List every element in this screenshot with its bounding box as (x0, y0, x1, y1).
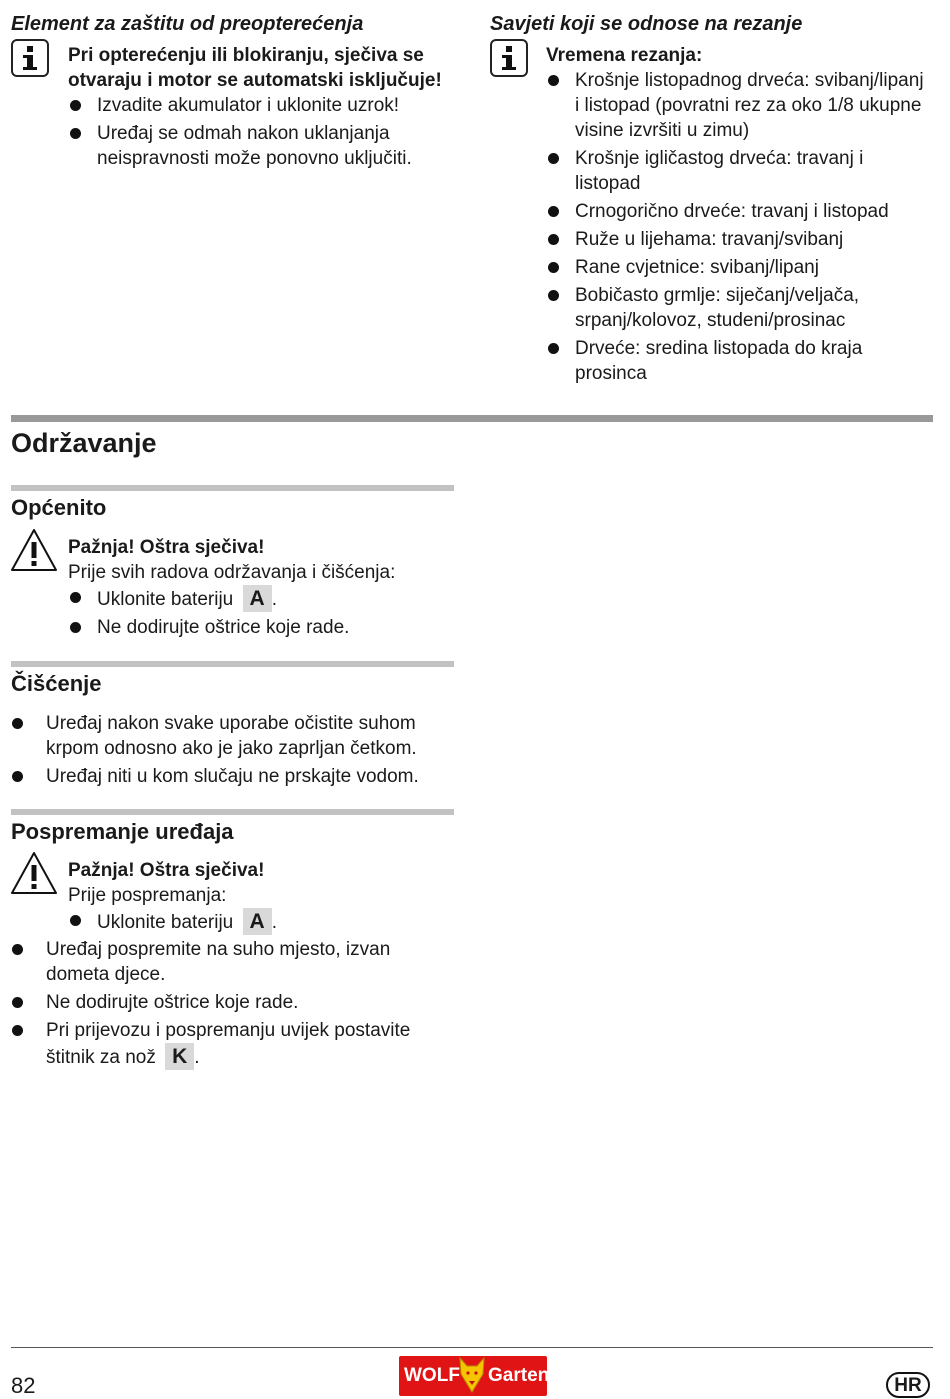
logo-text-left: WOLF (404, 1365, 460, 1386)
wolf-garten-logo (399, 1356, 550, 1396)
bullet-dot (70, 128, 81, 139)
list-item-text: Bobičasto grmlje: siječanj/veljača, srpanj/kolovoz, studeni/prosinac (575, 285, 860, 331)
list-item (68, 121, 458, 171)
punctuation: . (271, 912, 277, 933)
list-item-text: Crnogorično drveće: travanj i listopad (575, 201, 889, 222)
info-icon (11, 39, 49, 77)
list-item-text: Ne dodirujte oštrice koje rade. (46, 992, 299, 1013)
cutting-times-label: Vremena rezanja: (546, 45, 703, 66)
bullet-dot (70, 592, 81, 603)
list-item (546, 255, 931, 280)
list-item (68, 908, 458, 935)
bullet-dot (70, 622, 81, 633)
bullet-dot (70, 100, 81, 111)
bullet-dot (548, 234, 559, 245)
list-item (68, 93, 458, 118)
blade-guard-key-label: K (165, 1043, 194, 1070)
list-item (68, 585, 458, 612)
bullet-dot (70, 915, 81, 926)
overload-protection-heading: Element za zaštitu od preopterećenja (11, 13, 364, 35)
list-item-text: Ruže u lijehama: travanj/svibanj (575, 229, 844, 250)
list-item-text: Uređaj se odmah nakon uklanjanja neispravnosti može ponovno uključiti. (97, 123, 412, 169)
subsection-divider (11, 809, 454, 815)
storage-heading: Pospremanje uređaja (11, 819, 234, 844)
punctuation: . (194, 1047, 200, 1068)
bullet-dot (548, 153, 559, 164)
overload-intro: Pri opterećenju ili blokiranju, sječiva se otvaraju i motor se automatski isključuje! (68, 45, 442, 91)
warning-text: Prije pospremanja: (68, 885, 227, 906)
list-item (546, 227, 931, 252)
section-divider (11, 415, 933, 422)
list-item-text: Krošnje listopadnog drveća: svibanj/lipanj i listopad (povratni rez za oko 1/8 ukupne visine izvršiti u zimu) (575, 70, 924, 141)
list-item (546, 336, 931, 386)
info-icon (490, 39, 528, 77)
bullet-dot (548, 206, 559, 217)
bullet-dot (548, 262, 559, 273)
overload-protection-content (68, 43, 458, 174)
bullet-dot (12, 997, 23, 1008)
list-item-text: Ne dodirujte oštrice koje rade. (97, 617, 350, 638)
cleaning-heading: Čišćenje (11, 671, 102, 696)
subsection-divider (11, 661, 454, 667)
list-item (10, 990, 455, 1015)
page-number: 82 (11, 1373, 36, 1398)
list-item-text: Pri prijevozu i pospremanju uvijek postavite štitnik za nož (46, 1020, 411, 1068)
punctuation: . (271, 589, 277, 610)
list-item-text: Uklonite bateriju (97, 912, 234, 933)
warning-title: Pažnja! Oštra sječiva! (68, 537, 265, 558)
language-badge: HR (886, 1372, 930, 1398)
bullet-dot (12, 944, 23, 955)
list-item (546, 146, 931, 196)
list-item-text: Uređaj pospremite na suho mjesto, izvan dometa djece. (46, 939, 391, 985)
bullet-dot (548, 343, 559, 354)
battery-key-label: A (243, 908, 272, 935)
list-item (546, 199, 931, 224)
list-item-text: Uređaj nakon svake uporabe očistite suhom krpom odnosno ako je jako zaprljan četkom. (46, 713, 417, 759)
warning-title: Pažnja! Oštra sječiva! (68, 860, 265, 881)
list-item (10, 711, 455, 761)
list-item-text: Drveće: sredina listopada do kraja prosinca (575, 338, 863, 384)
warning-text: Prije svih radova održavanja i čišćenja: (68, 562, 396, 583)
storage-content (10, 937, 455, 1073)
list-item (546, 283, 931, 333)
list-item-text: Uređaj niti u kom slučaju ne prskajte vodom. (46, 766, 419, 787)
wolf-head-icon (457, 1352, 487, 1396)
list-item (10, 764, 455, 789)
warning-icon (10, 528, 58, 572)
bullet-dot (12, 718, 23, 729)
list-item-text: Uklonite bateriju (97, 589, 234, 610)
bullet-dot (548, 290, 559, 301)
general-content (68, 535, 458, 643)
list-item-text: Izvadite akumulator i uklonite uzrok! (97, 95, 400, 116)
warning-icon (10, 851, 58, 895)
bullet-dot (12, 771, 23, 782)
list-item (546, 68, 931, 143)
storage-warning-content (68, 858, 458, 938)
cleaning-content (10, 711, 455, 792)
subsection-divider (11, 485, 454, 491)
bullet-dot (548, 75, 559, 86)
list-item-text: Rane cvjetnice: svibanj/lipanj (575, 257, 819, 278)
footer-divider (11, 1347, 933, 1348)
maintenance-heading: Održavanje (11, 428, 157, 458)
cutting-tips-content (546, 43, 931, 389)
bullet-dot (12, 1025, 23, 1036)
cutting-tips-heading: Savjeti koji se odnose na rezanje (490, 13, 803, 35)
list-item-text: Krošnje igličastog drveća: travanj i listopad (575, 148, 864, 194)
general-heading: Općenito (11, 495, 107, 520)
list-item (10, 937, 455, 987)
list-item (10, 1018, 455, 1070)
battery-key-label: A (243, 585, 272, 612)
logo-text-right: Garten (488, 1365, 550, 1386)
list-item (68, 615, 458, 640)
